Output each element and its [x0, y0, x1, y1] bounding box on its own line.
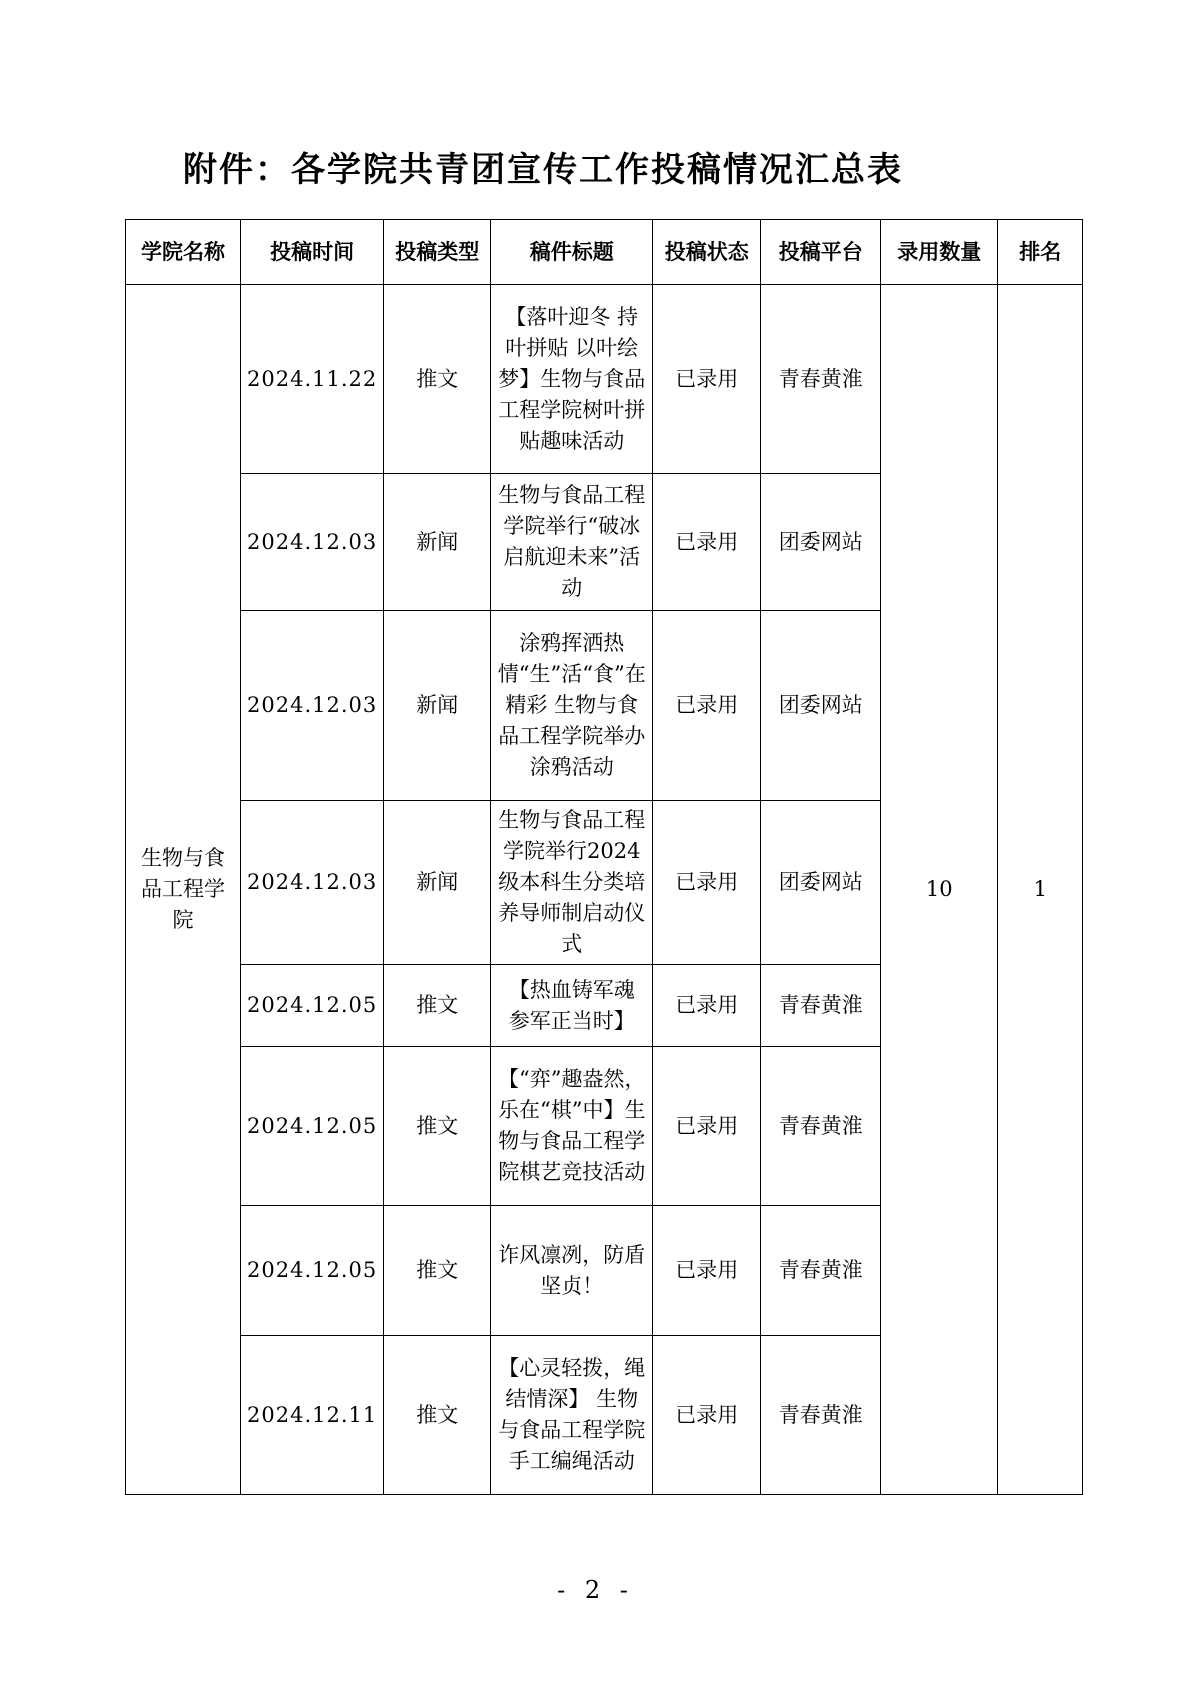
submission-platform: 青春黄淮: [761, 285, 881, 474]
submission-type: 新闻: [384, 611, 491, 801]
submission-type: 推文: [384, 965, 491, 1047]
header-type: 投稿类型: [384, 220, 491, 285]
submission-status: 已录用: [653, 801, 761, 965]
submission-headline: 【落叶迎冬 持叶拼贴 以叶绘梦】生物与食品工程学院树叶拼贴趣味活动: [491, 285, 653, 474]
submission-headline: 【心灵轻拨，绳结情深】 生物与食品工程学院手工编绳活动: [491, 1336, 653, 1495]
submission-status: 已录用: [653, 285, 761, 474]
submission-platform: 青春黄淮: [761, 1336, 881, 1495]
submission-time: 2024.12.05: [241, 965, 384, 1047]
submission-time: 2024.12.03: [241, 611, 384, 801]
submission-type: 推文: [384, 1206, 491, 1336]
submission-status: 已录用: [653, 965, 761, 1047]
submission-type: 推文: [384, 285, 491, 474]
submission-platform: 青春黄淮: [761, 965, 881, 1047]
submission-summary-table: [125, 219, 1083, 1495]
submission-platform: 青春黄淮: [761, 1206, 881, 1336]
submission-platform: 团委网站: [761, 611, 881, 801]
submission-headline: 诈风凛冽，防盾坚贞！: [491, 1206, 653, 1336]
submission-headline: 【“弈”趣盎然，乐在“棋”中】生物与食品工程学院棋艺竞技活动: [491, 1047, 653, 1206]
submission-platform: 团委网站: [761, 474, 881, 611]
submission-time: 2024.12.03: [241, 801, 384, 965]
accepted-count-cell: 10: [881, 285, 998, 1495]
submission-time: 2024.12.05: [241, 1047, 384, 1206]
submission-status: 已录用: [653, 1206, 761, 1336]
header-platform: 投稿平台: [761, 220, 881, 285]
submission-time: 2024.12.11: [241, 1336, 384, 1495]
header-time: 投稿时间: [241, 220, 384, 285]
submission-status: 已录用: [653, 611, 761, 801]
submission-headline: 【热血铸军魂 参军正当时】: [491, 965, 653, 1047]
college-name-cell: 生物与食品工程学院: [126, 285, 241, 1495]
submission-type: 推文: [384, 1047, 491, 1206]
submission-status: 已录用: [653, 474, 761, 611]
submission-platform: 青春黄淮: [761, 1047, 881, 1206]
header-rank: 排名: [998, 220, 1083, 285]
page-number: - 2 -: [557, 1576, 634, 1604]
header-count: 录用数量: [881, 220, 998, 285]
submission-time: 2024.12.03: [241, 474, 384, 611]
table-header-row: [126, 220, 1083, 285]
submission-headline: 生物与食品工程学院举行2024级本科生分类培养导师制启动仪式: [491, 801, 653, 965]
header-status: 投稿状态: [653, 220, 761, 285]
header-headline: 稿件标题: [491, 220, 653, 285]
submission-time: 2024.11.22: [241, 285, 384, 474]
submission-platform: 团委网站: [761, 801, 881, 965]
submission-time: 2024.12.05: [241, 1206, 384, 1336]
submission-type: 推文: [384, 1336, 491, 1495]
rank-cell: 1: [998, 285, 1083, 1495]
submission-headline: 生物与食品工程学院举行“破冰启航迎未来”活动: [491, 474, 653, 611]
page-title: 附件：各学院共青团宣传工作投稿情况汇总表: [183, 150, 903, 190]
submission-status: 已录用: [653, 1336, 761, 1495]
submission-type: 新闻: [384, 474, 491, 611]
submission-status: 已录用: [653, 1047, 761, 1206]
table-row: [126, 285, 1083, 474]
submission-type: 新闻: [384, 801, 491, 965]
header-college: 学院名称: [126, 220, 241, 285]
submission-headline: 涂鸦挥洒热情“生”活“食”在精彩 生物与食品工程学院举办涂鸦活动: [491, 611, 653, 801]
